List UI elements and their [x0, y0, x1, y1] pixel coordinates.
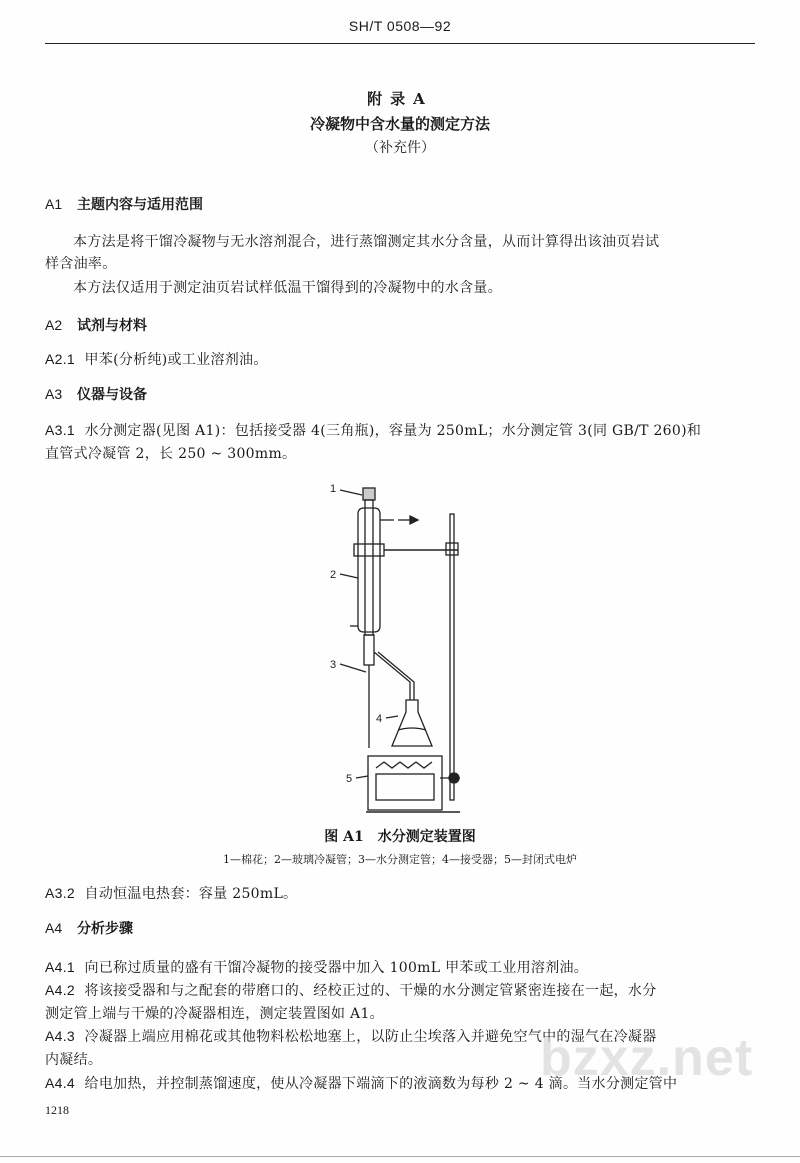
clause-a3-2 — [45, 883, 297, 903]
standard-code: SH/T 0508—92 — [348, 18, 452, 34]
leader-line-4 — [386, 716, 398, 718]
figure-label-2: 2 — [330, 569, 337, 581]
section-title: 试剂与材料 — [77, 318, 147, 334]
clause-a4-2-line-1 — [45, 980, 657, 1000]
a1-paragraph-1-line-2: 样含油率。 — [45, 256, 117, 272]
cotton-plug — [363, 488, 375, 500]
section-a1-heading — [45, 194, 203, 214]
section-title: 主题内容与适用范围 — [77, 197, 203, 213]
side-arm — [374, 652, 410, 700]
clause-text: 自动恒温电热套：容量 250mL。 — [84, 886, 298, 902]
clause-number: A4.4 — [45, 1075, 75, 1091]
section-number: A1 — [45, 196, 63, 212]
support-rod — [450, 514, 454, 800]
figure-label-4: 4 — [376, 713, 383, 725]
watermark: bzxz.net — [540, 1029, 754, 1087]
heater-coil — [376, 762, 432, 768]
annex-label: 附录A — [367, 90, 433, 108]
annex-note: （补充件） — [365, 140, 435, 156]
section-title: 仪器与设备 — [77, 387, 147, 403]
clause-a4-2-line-2: 测定管上端与干燥的冷凝器相连，测定装置图如 A1。 — [45, 1006, 384, 1022]
clause-number: A4.3 — [45, 1028, 75, 1044]
clause-text: 水分测定器(见图 A1)：包括接受器 4(三角瓶)，容量为 250mL；水分测定管 3(同 GB/T 260)和 — [84, 423, 702, 439]
condenser-inner-tube — [365, 500, 373, 635]
section-a4-heading — [45, 918, 133, 938]
clause-text: 冷凝器上端应用棉花或其他物料松松地塞上，以防止尘埃落入并避免空气中的湿气在冷凝器 — [84, 1029, 657, 1045]
clause-a2-1 — [45, 349, 268, 369]
section-a3-heading — [45, 384, 147, 404]
measuring-tube — [364, 635, 374, 665]
page-number: 1218 — [45, 1103, 69, 1117]
figure-caption: 图 A1 水分测定装置图 — [324, 829, 476, 845]
section-number: A3 — [45, 386, 63, 402]
leader-line-5 — [356, 776, 368, 778]
heater-body — [368, 756, 442, 810]
clause-number: A3.1 — [45, 422, 75, 438]
clause-number: A2.1 — [45, 351, 75, 367]
a1-paragraph-2: 本方法仅适用于测定油页岩试样低温干馏得到的冷凝物中的水含量。 — [73, 280, 502, 296]
figure-label-3: 3 — [330, 659, 337, 671]
clause-number: A4.1 — [45, 959, 75, 975]
clamp-holder — [446, 543, 458, 555]
figure-label-1: 1 — [330, 483, 337, 495]
figure-legend: 1—棉花；2—玻璃冷凝管；3—水分测定管；4—接受器；5—封闭式电炉 — [223, 853, 577, 866]
section-number: A2 — [45, 317, 63, 333]
clause-text: 甲苯(分析纯)或工业溶剂油。 — [84, 352, 268, 368]
bottom-edge — [0, 1156, 800, 1157]
figure-label-5: 5 — [346, 773, 353, 785]
clause-number: A3.2 — [45, 885, 75, 901]
clause-text: 将该接受器和与之配套的带磨口的、经校正过的、干燥的水分测定管紧密连接在一起，水分 — [84, 983, 657, 999]
clause-number: A4.2 — [45, 982, 75, 998]
clause-text: 给电加热，并控制蒸馏速度，使从冷凝器下端滴下的液滴数为每秒 2 ~ 4 滴。当水分测定管中 — [84, 1076, 678, 1092]
annex-title: 冷凝物中含水量的测定方法 — [309, 115, 490, 133]
clause-a3-1-line-2: 直管式冷凝管 2，长 250 ~ 300mm。 — [45, 446, 297, 462]
clause-a4-3-line-2: 内凝结。 — [45, 1052, 103, 1068]
flow-arrowhead — [410, 516, 418, 524]
leader-line-2 — [340, 574, 358, 578]
clause-a3-1-line-1 — [45, 420, 701, 440]
leader-line-3 — [340, 664, 366, 672]
figure-a1-apparatus — [310, 478, 490, 818]
a1-paragraph-1-line-1: 本方法是将干馏冷凝物与无水溶剂混合，进行蒸馏测定其水分含量，从而计算得出该油页岩试 — [73, 234, 660, 250]
heater-chamber — [376, 774, 434, 800]
clause-text: 向已称过质量的盛有干馏冷凝物的接受器中加入 100mL 甲苯或工业用溶剂油。 — [84, 960, 589, 976]
section-title: 分析步骤 — [77, 921, 133, 937]
clause-a4-1 — [45, 957, 588, 977]
leader-line-1 — [340, 490, 362, 495]
section-a2-heading — [45, 315, 147, 335]
condenser-jacket — [358, 508, 380, 632]
section-number: A4 — [45, 920, 63, 936]
header-rule — [45, 43, 755, 44]
flask-liquid — [398, 728, 426, 730]
receiver-flask — [392, 700, 432, 746]
